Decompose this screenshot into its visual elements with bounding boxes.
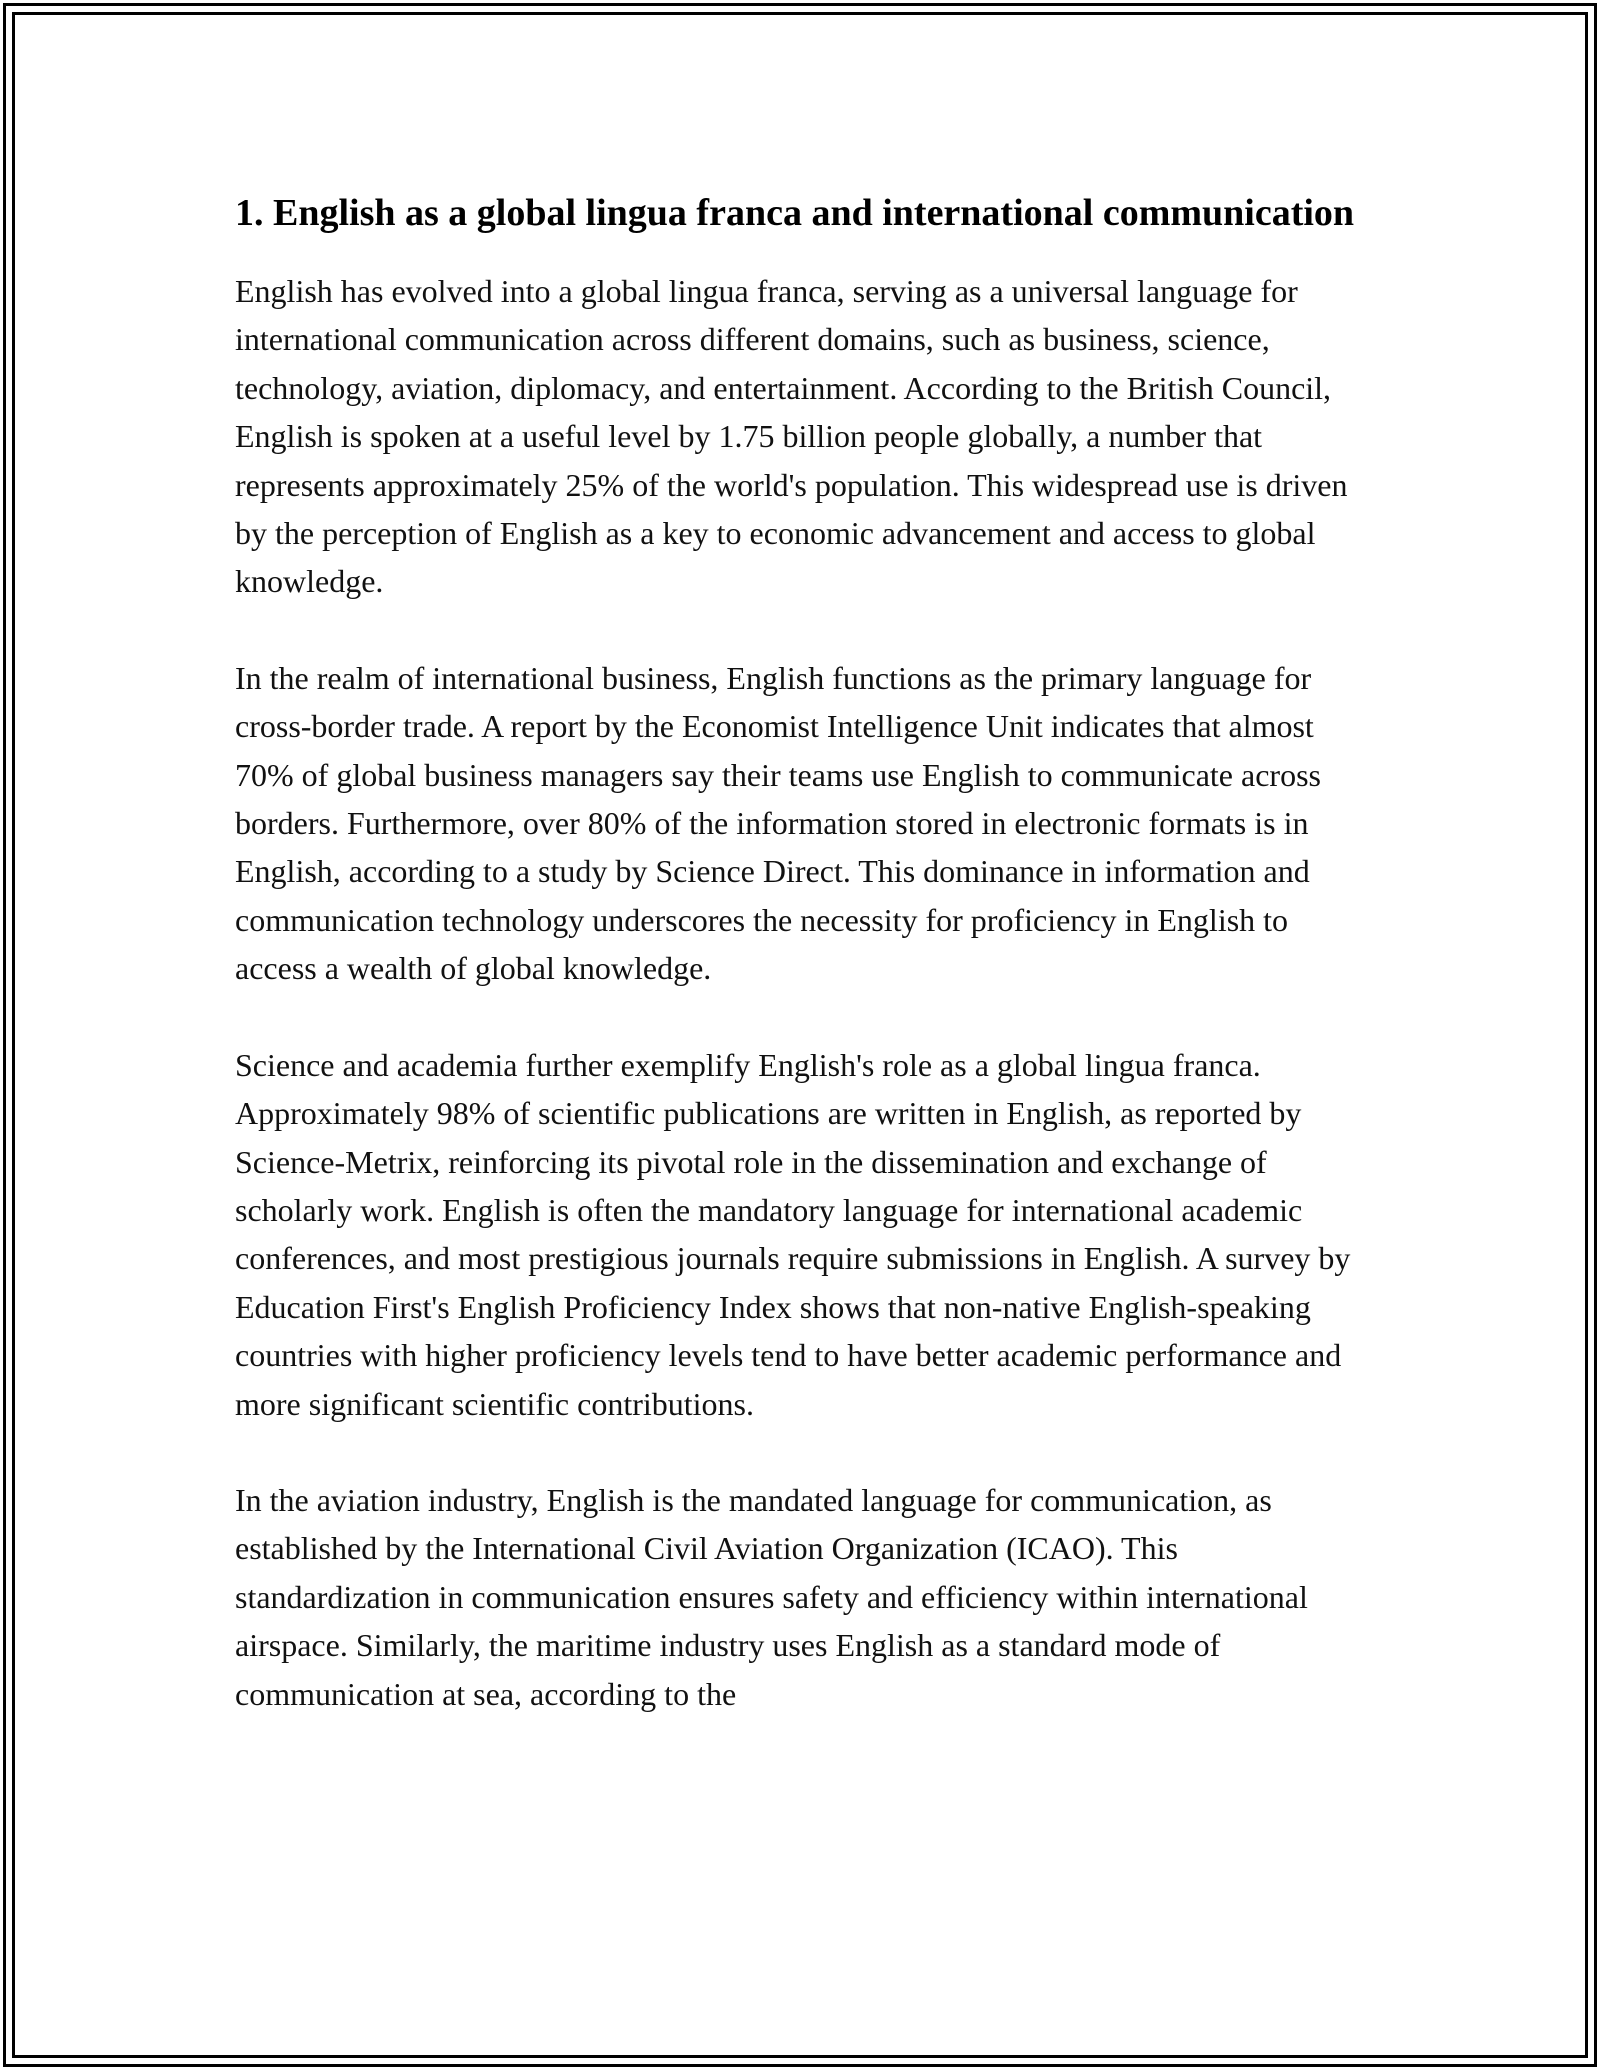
section-heading: 1. English as a global lingua franca and international communication (235, 192, 1355, 234)
document-body (235, 186, 1365, 1766)
paragraph-2: In the realm of international business, English functions as the primary language for cross-border trade. A report by the Economist Intelligence Unit indicates that almost 70% of global business managers say their teams use English to communicate across borders. Furthermore, over 80% of the information stored in electronic formats is in English, according to a study by Science Direct. This dominance in information and communication technology underscores the necessity for proficiency in English to access a wealth of global knowledge. (235, 659, 1321, 987)
paragraph-3: Science and academia further exemplify English's role as a global lingua franca. Approximately 98% of scientific publications are written in English, as reported by Science-Metrix, reinforcing its pivotal role in the dissemination and exchange of scholarly work. English is often the mandatory language for international academic conferences, and most prestigious journals require submissions in English. A survey by Education First's English Proficiency Index shows that non-native English-speaking countries with higher proficiency levels tend to have better academic performance and more significant scientific contributions. (235, 1046, 1351, 1422)
paragraph-4: In the aviation industry, English is the mandated language for communication, as established by the International Civil Aviation Organization (ICAO). This standardization in communication ensures safety and efficiency within international airspace. Similarly, the maritime industry uses English as a standard mode of communication at sea, according to the (235, 1481, 1308, 1712)
paragraph-1: English has evolved into a global lingua franca, serving as a universal language for international communication across different domains, such as business, science, technology, aviation, diplomacy, and entertainment. According to the British Council, English is spoken at a useful level by 1.75 billion people globally, a number that represents approximately 25% of the world's population. This widespread use is driven by the perception of English as a key to economic advancement and access to global knowledge. (235, 273, 1348, 600)
